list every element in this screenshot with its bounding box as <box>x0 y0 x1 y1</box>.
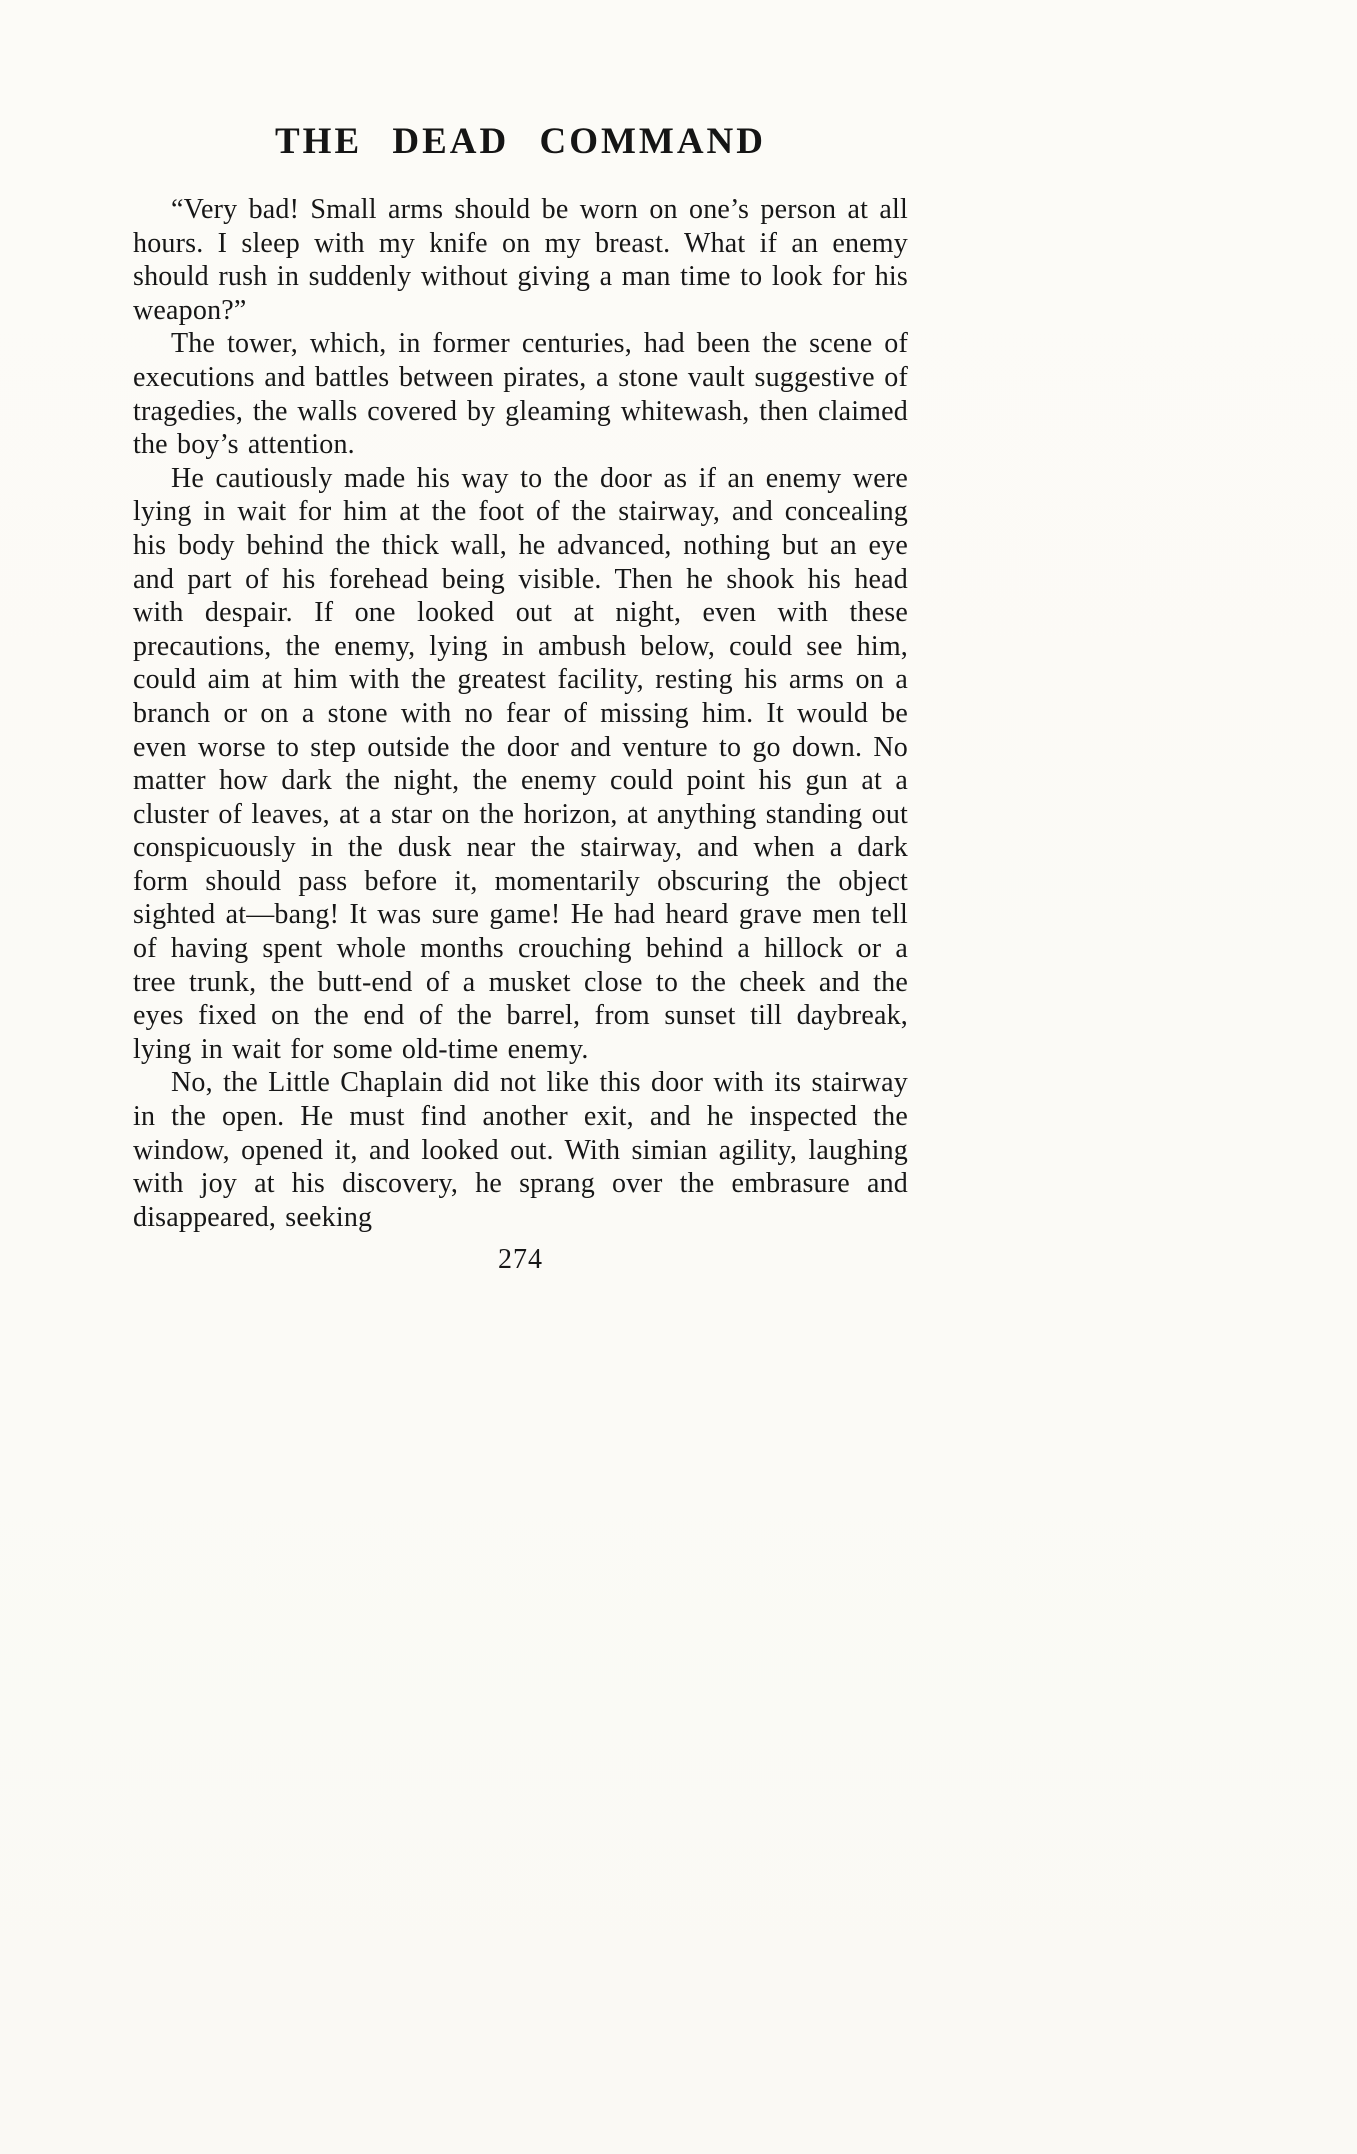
text-column <box>133 120 908 1276</box>
paragraph-chaplain: No, the Little Chaplain did not like this door with its stairway in the open. He must find another exit, and he inspected the window, opened it, and looked out. With simian agility, laughing with joy at his discovery, he sprang over the embrasure and disappeared, seeking <box>133 1067 908 1233</box>
page-title: THE DEAD COMMAND <box>275 121 766 162</box>
page-number: 274 <box>498 1244 543 1276</box>
paragraph-tower: The tower, which, in former centuries, had been the scene of executions and battles between pirates, a stone vault suggestive of tragedies, the walls covered by gleaming whitewash, then claimed the boy’s attention. <box>133 328 908 461</box>
paragraph-quote: “Very bad! Small arms should be worn on one’s person at all hours. I sleep with my knife on my breast. What if an enemy should rush in suddenly without giving a man time to look for his weapon?” <box>133 194 908 326</box>
paragraph-door: He cautiously made his way to the door as if an enemy were lying in wait for him at the foot of the stairway, and concealing his body behind the thick wall, he advanced, nothing but an eye and part of his forehead being visible. Then he shook his head with despair. If one looked out at night, even with these precautions, the enemy, lying in ambush below, could see him, could aim at him with the greatest facility, resting his arms on a branch or on a stone with no fear of missing him. It would be even worse to step outside the door and venture to go down. No matter how dark the night, the enemy could point his gun at a cluster of leaves, at a star on the horizon, at anything standing out conspicuously in the dusk near the stairway, and when a dark form should pass before it, momentarily obscuring the object sighted at—bang! It was sure game! He had heard grave men tell of having spent whole months crouching behind a hillock or a tree trunk, the butt-end of a musket close to the cheek and the eyes fixed on the end of the barrel, from sunset till daybreak, lying in wait for some old-time enemy. <box>133 462 908 1065</box>
